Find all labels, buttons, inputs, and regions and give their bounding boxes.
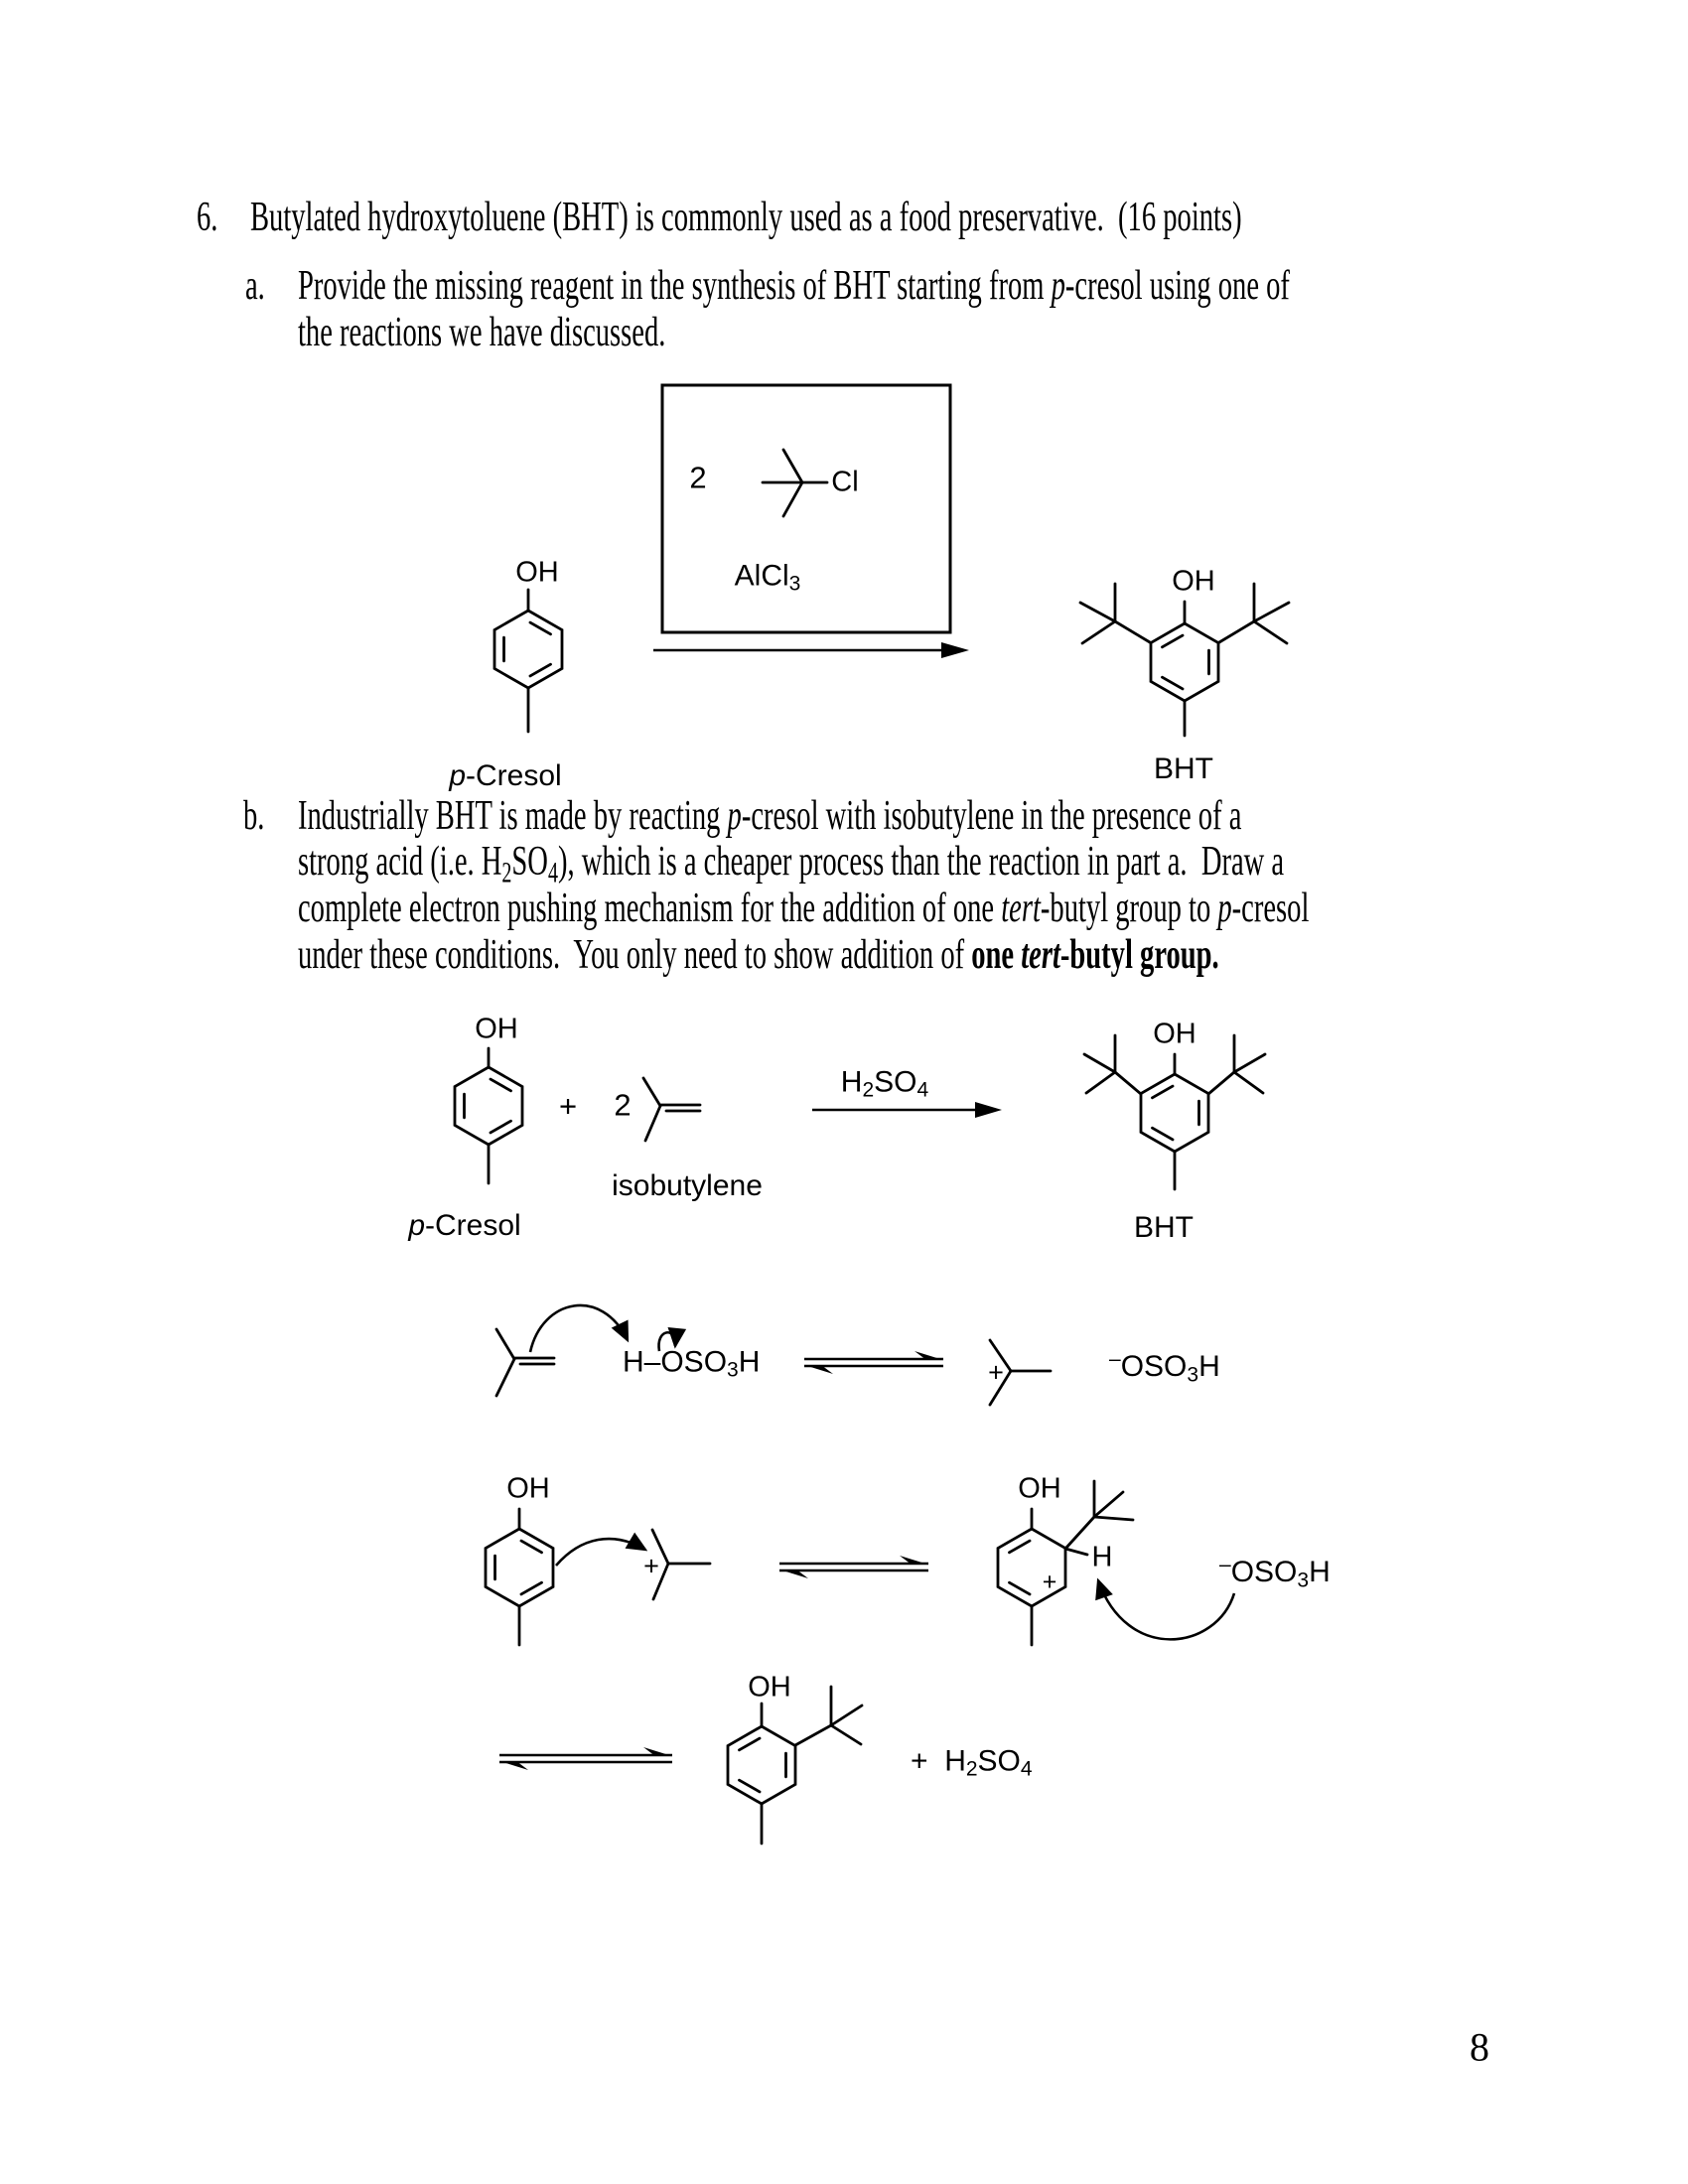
tert-butyl-cation-structure-2 [652, 1530, 710, 1599]
scheme-b-reaction-arrow [812, 1102, 1002, 1118]
scheme-a-p-cresol-structure [494, 590, 562, 732]
scheme-b-plus-sign: + [558, 1088, 578, 1124]
arenium-h-label: H [1091, 1541, 1113, 1573]
part-b-line-2: strong acid (i.e. H2SO4), which is a cheaper process than the reaction in part a. Draw a [298, 839, 1285, 889]
scheme-b-bht-structure [1084, 1035, 1265, 1189]
part-a-label: a. [245, 263, 265, 309]
electron-arrow-anion-to-proton [1098, 1580, 1234, 1639]
product-oh-label: OH [748, 1671, 791, 1704]
mech1-oso3h-anion-label: –OSO3H [1109, 1347, 1220, 1387]
mono-tert-butyl-cresol-structure [728, 1687, 862, 1843]
mech1-isobutylene-structure [496, 1329, 554, 1396]
part-b-line-4: under these conditions. You only need to show addition of one tert-butyl group. [298, 932, 1219, 978]
scheme-b-coefficient-2: 2 [614, 1087, 632, 1123]
mech2-oso3h-anion-label: –OSO3H [1219, 1553, 1331, 1592]
scheme-b-bht-name: BHT [1134, 1211, 1194, 1244]
arenium-oh-label: OH [1018, 1472, 1061, 1505]
mech2-p-cresol-structure [486, 1509, 553, 1645]
electron-arrow-ring-to-cation [556, 1539, 645, 1566]
mech1-equilibrium-arrows [804, 1351, 943, 1374]
mech2-cation-plus-charge: + [643, 1551, 659, 1581]
mech2-equilibrium-arrows [779, 1556, 928, 1578]
part-b-label: b. [243, 793, 265, 839]
h-oso3h-label: H–OSO3H [623, 1345, 761, 1382]
electron-arrow-alkene-to-proton [530, 1305, 628, 1352]
tert-butyl-chloride-structure [763, 450, 827, 516]
arenium-intermediate-structure [998, 1481, 1133, 1645]
question-number: 6. [197, 195, 218, 240]
scheme-a-reagent-box [662, 385, 950, 632]
part-b-line-3: complete electron pushing mechanism for the addition of one tert-butyl group to p-cresol [298, 886, 1310, 931]
isobutylene-structure [643, 1078, 700, 1141]
part-b-line-1: Industrially BHT is made by reacting p-cresol with isobutylene in the presence of a [298, 793, 1242, 839]
alcl3-catalyst-label: AlCl3 [734, 559, 801, 596]
scheme-a-bht-structure [1080, 584, 1289, 736]
question-intro: Butylated hydroxytoluene (BHT) is commonly used as a food preservative. (16 points) [250, 195, 1242, 240]
scheme-a-p-cresol-name: p-Cresol [449, 759, 562, 792]
chloride-label: Cl [831, 466, 859, 498]
scheme-b-cresol-oh-label: OH [475, 1013, 518, 1045]
plus-h2so4-label: + H2SO4 [911, 1744, 1033, 1781]
scheme-a-coefficient-2: 2 [689, 460, 707, 495]
scheme-a-cresol-oh-label: OH [515, 556, 559, 589]
part-a-line-2: the reactions we have discussed. [298, 310, 666, 355]
mech3-equilibrium-arrows [499, 1747, 672, 1770]
scheme-a-bht-name: BHT [1154, 752, 1213, 785]
h2so4-arrow-label: H2SO4 [840, 1065, 929, 1102]
isobutylene-name: isobutylene [612, 1169, 763, 1202]
scheme-b-bht-oh-label: OH [1153, 1018, 1196, 1050]
scheme-b-p-cresol-structure [455, 1048, 522, 1183]
mech1-cation-plus-charge: + [988, 1357, 1004, 1388]
scheme-b-p-cresol-name: p-Cresol [408, 1209, 521, 1242]
scheme-a-reaction-arrow [653, 642, 969, 658]
scheme-a-bht-oh-label: OH [1172, 565, 1215, 598]
mech2-cresol-oh-label: OH [506, 1472, 550, 1505]
page-number: 8 [1470, 2024, 1489, 2070]
part-a-line-1: Provide the missing reagent in the synthesis of BHT starting from p-cresol using one of [298, 263, 1290, 309]
arenium-plus-charge: + [1042, 1568, 1057, 1596]
